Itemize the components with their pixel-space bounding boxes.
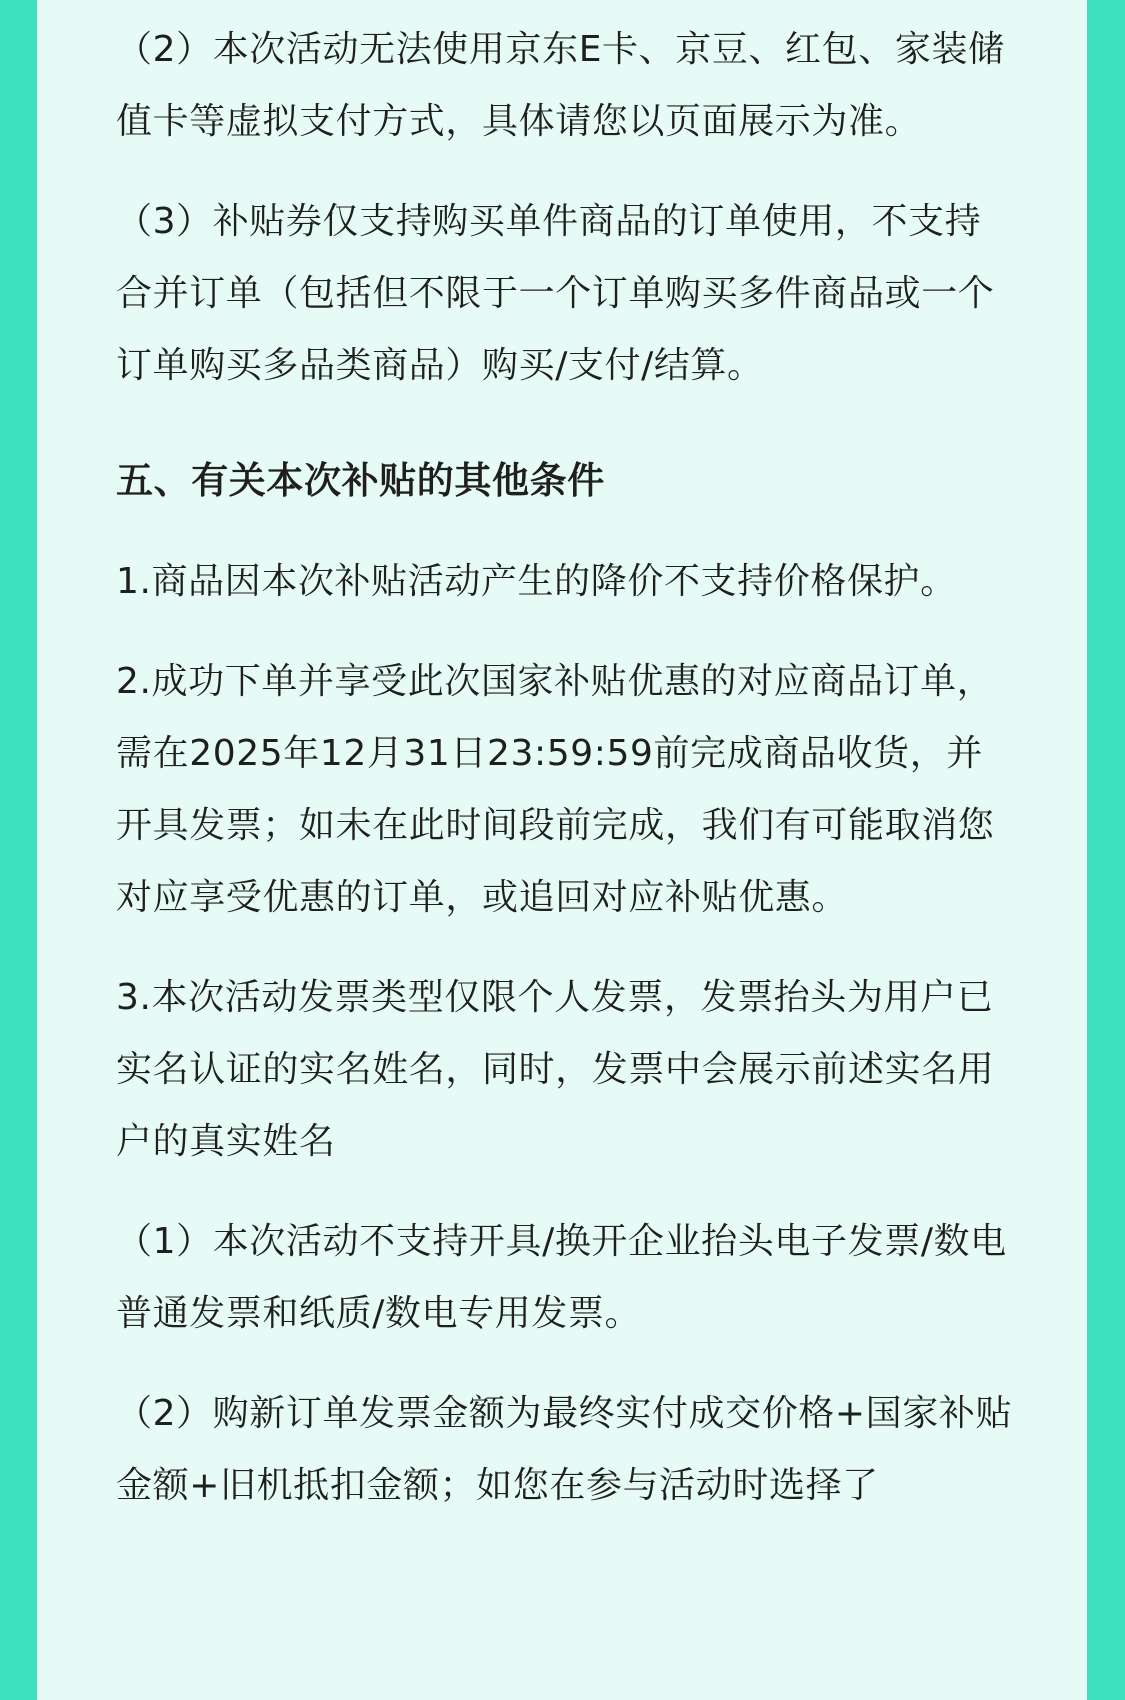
- rules-text: [116, 14, 1016, 1522]
- condition-item-3-sub-2: （2）购新订单发票金额为最终实付成交价格+国家补贴金额+旧机抵扣金额；如您在参与活动时选择了: [116, 1393, 1013, 1506]
- condition-item-1: 1.商品因本次补贴活动产生的降价不支持价格保护。: [116, 561, 957, 602]
- rule-paragraph-3: （3）补贴券仅支持购买单件商品的订单使用，不支持合并订单（包括但不限于一个订单购买多件商品或一个订单购买多品类商品）购买/支付/结算。: [116, 201, 995, 386]
- section-heading-5: 五、有关本次补贴的其他条件: [116, 459, 605, 502]
- condition-item-3-sub-1: （1）本次活动不支持开具/换开企业抬头电子发票/数电普通发票和纸质/数电专用发票。: [116, 1221, 1007, 1334]
- rule-paragraph-2: （2）本次活动无法使用京东E卡、京豆、红包、家装储值卡等虚拟支付方式，具体请您以页面展示为准。: [116, 29, 1005, 142]
- condition-item-2: 2.成功下单并享受此次国家补贴优惠的对应商品订单，需在2025年12月31日23:59:59前完成商品收货，并开具发票；如未在此时间段前完成，我们有可能取消您对应享受优惠的订单，或追回对应补贴优惠。: [116, 661, 995, 918]
- condition-item-3: 3.本次活动发票类型仅限个人发票，发票抬头为用户已实名认证的实名姓名，同时，发票中会展示前述实名用户的真实姓名: [116, 977, 995, 1162]
